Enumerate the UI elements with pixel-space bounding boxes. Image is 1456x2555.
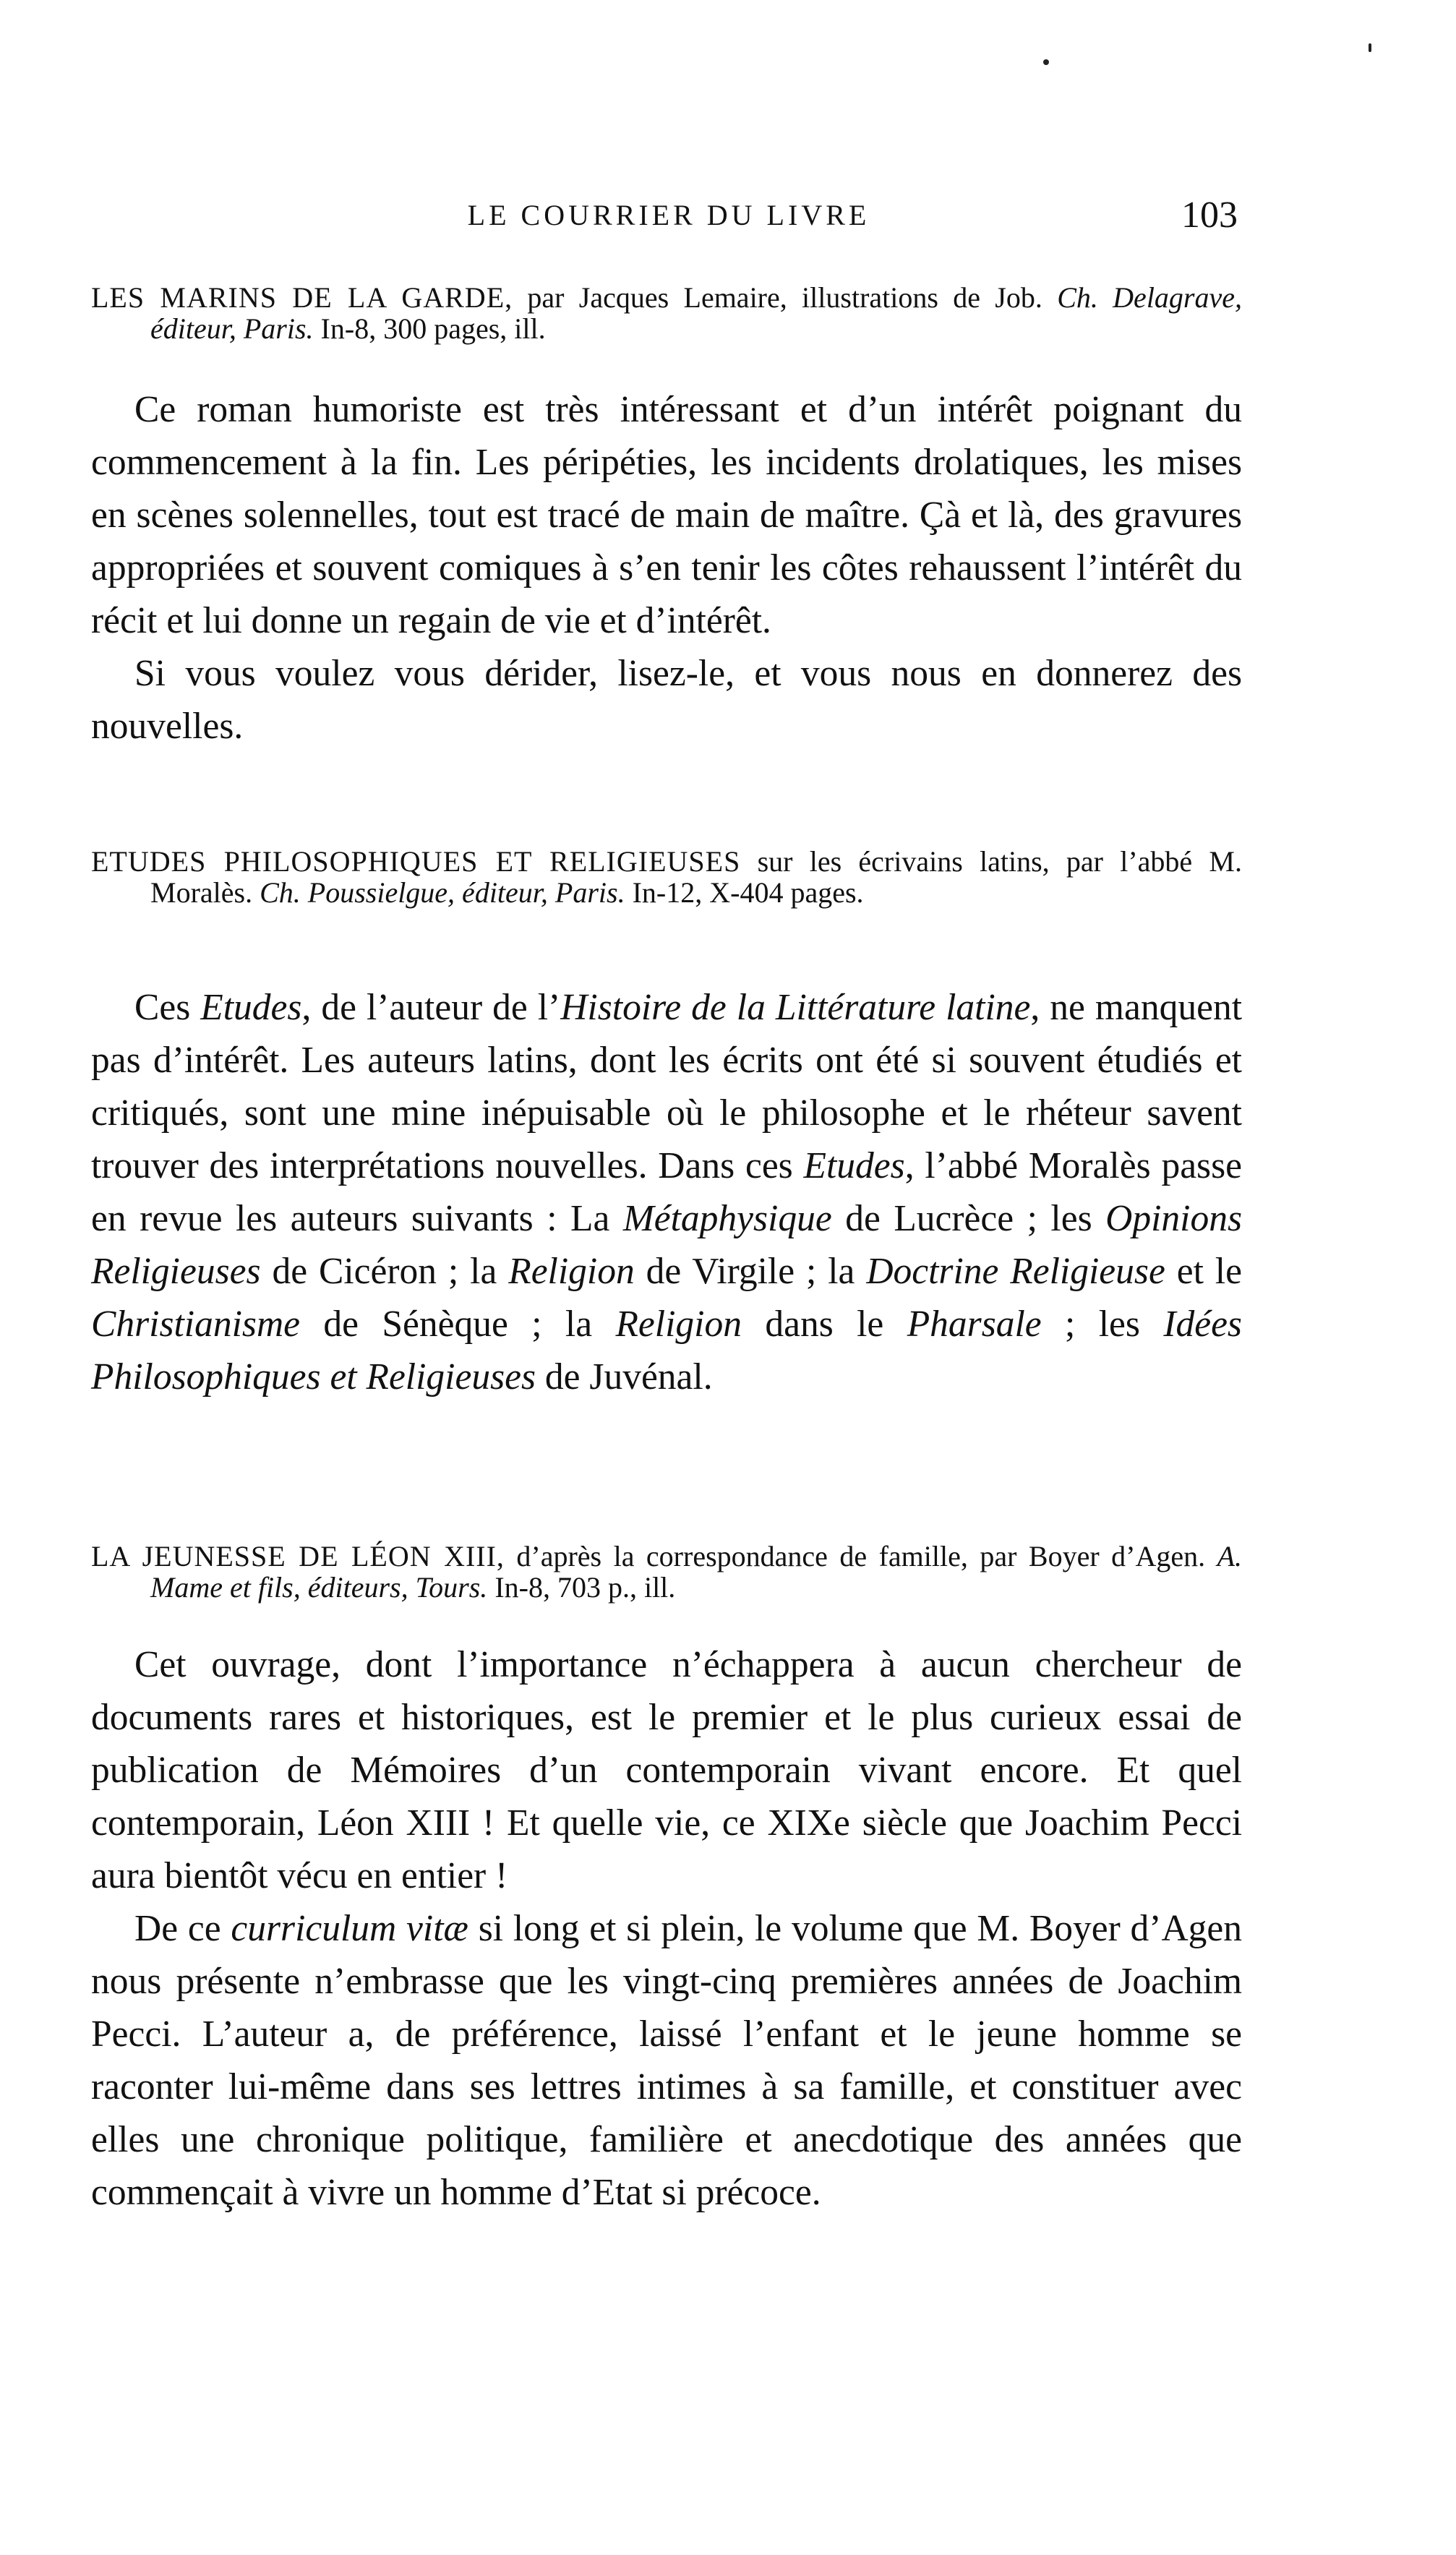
text-run: de Virgile ; la (634, 1251, 867, 1292)
italic-text: Doctrine Religieuse (866, 1251, 1165, 1292)
italic-text: Idées Philosophiques et Religieuses (91, 1304, 1242, 1398)
text-run: et le (1165, 1251, 1242, 1292)
book-author: par Jacques Lemaire, illustrations de Job. (513, 281, 1058, 314)
review-body (91, 981, 1242, 1403)
review-paragraph (91, 1902, 1242, 2219)
text-run: ; les (1041, 1304, 1164, 1345)
review-body (91, 383, 1242, 753)
bibliographic-heading (91, 282, 1242, 344)
italic-text: Histoire de la Littérature latine (560, 987, 1031, 1028)
book-details: In-8, 300 pages, ill. (313, 312, 546, 345)
bibliographic-heading (91, 1541, 1242, 1603)
running-head: LE COURRIER DU LIVRE (467, 199, 870, 231)
text-run: dans le (741, 1304, 907, 1345)
scan-speck (1043, 59, 1049, 65)
book-details: In-8, 703 p., ill. (487, 1571, 676, 1604)
page-number: 103 (1181, 194, 1238, 236)
book-title: ETUDES PHILOSOPHIQUES ET RELIGIEUSES (91, 845, 741, 878)
review-entry (91, 282, 1242, 344)
review-body (91, 1638, 1242, 2219)
italic-text: Religion (508, 1251, 635, 1292)
book-author: sur les écrivains latins, par l’abbé M. Moralès. (150, 845, 1242, 909)
book-publisher: Ch. Poussielgue, éditeur, Paris. (260, 876, 625, 909)
italic-text: Religion (615, 1304, 742, 1345)
italic-text: Christianisme (91, 1304, 301, 1345)
text-run: Ce roman humoriste est très intéressant et d’un intérêt poignant du commencement à la fin. Les péripéties, les incidents drolatiques, les mises en scènes solennelles, tout est tracé de main de maître. Çà et là, des gravures appropriées et souvent comiques à s’en tenir les côtes rehaussent l’intérêt du récit et lui donne un regain de vie et d’intérêt. (91, 389, 1242, 641)
text-run: , l’abbé Moralès passe en revue les auteurs suivants : La (91, 1145, 1242, 1239)
page-header (94, 194, 1243, 237)
book-title: LA JEUNESSE DE LÉON XIII, (91, 1540, 505, 1572)
text-run: si long et si plein, le volume que M. Boyer d’Agen nous présente n’embrasse que les vingt-cinq premières années de Joachim Pecci. L’auteur a, de préférence, laissé l’enfant et le jeune homme se raconter lui-même dans ses lettres intimes à sa famille, et constituer avec elles une chronique politique, familière et anecdotique des années que commençait à vivre un homme d’Etat si précoce. (91, 1908, 1243, 2213)
text-run: Cet ouvrage, dont l’importance n’échappera à aucun chercheur de documents rares et historiques, est le premier et le plus curieux essai de publication de Mémoires d’un contemporain vivant encore. Et quel contemporain, Léon XIII ! Et quelle vie, ce XIXe siècle que Joachim Pecci aura bientôt vécu en entier ! (91, 1644, 1242, 1896)
text-run: Si vous voulez vous dérider, lisez-le, et vous nous en donnerez des nouvelles. (91, 653, 1242, 747)
review-paragraph (91, 383, 1242, 647)
text-run: de Juvénal. (536, 1356, 713, 1398)
italic-text: Opinions Religieuses (91, 1198, 1242, 1292)
italic-text: Métaphysique (622, 1198, 832, 1239)
bibliographic-heading (91, 846, 1242, 908)
scan-speck (1369, 43, 1371, 52)
text-run: Ces (134, 987, 201, 1028)
book-title: LES MARINS DE LA GARDE, (91, 281, 513, 314)
review-paragraph (91, 647, 1242, 753)
book-publisher: Ch. Delagrave, éditeur, Paris. (150, 281, 1242, 345)
review-entry (91, 1541, 1242, 1603)
text-run: De ce (134, 1908, 231, 1949)
review-paragraph (91, 981, 1242, 1403)
italic-text: Etudes (200, 987, 302, 1028)
book-details: In-12, X-404 pages. (625, 876, 864, 909)
review-paragraph (91, 1638, 1242, 1902)
text-run: , de l’auteur de l’ (301, 987, 561, 1028)
text-run: de Cicéron ; la (260, 1251, 509, 1292)
italic-text: Pharsale (907, 1304, 1042, 1345)
italic-text: Etudes (803, 1145, 905, 1186)
italic-text: curriculum vitæ (231, 1908, 468, 1949)
book-publisher: A. Mame et fils, éditeurs, Tours. (150, 1540, 1242, 1604)
text-run: de Sénèque ; la (300, 1304, 616, 1345)
book-author: d’après la correspondance de famille, par Boyer d’Agen. (504, 1540, 1217, 1572)
text-run: de Lucrèce ; les (831, 1198, 1106, 1239)
review-entry (91, 846, 1242, 908)
text-run: , ne manquent pas d’intérêt. Les auteurs latins, dont les écrits ont été si souvent étudiés et critiqués, sont une mine inépuisable où le philosophe et le rhéteur savent trouver des interprétations nouvelles. Dans ces (91, 987, 1243, 1186)
